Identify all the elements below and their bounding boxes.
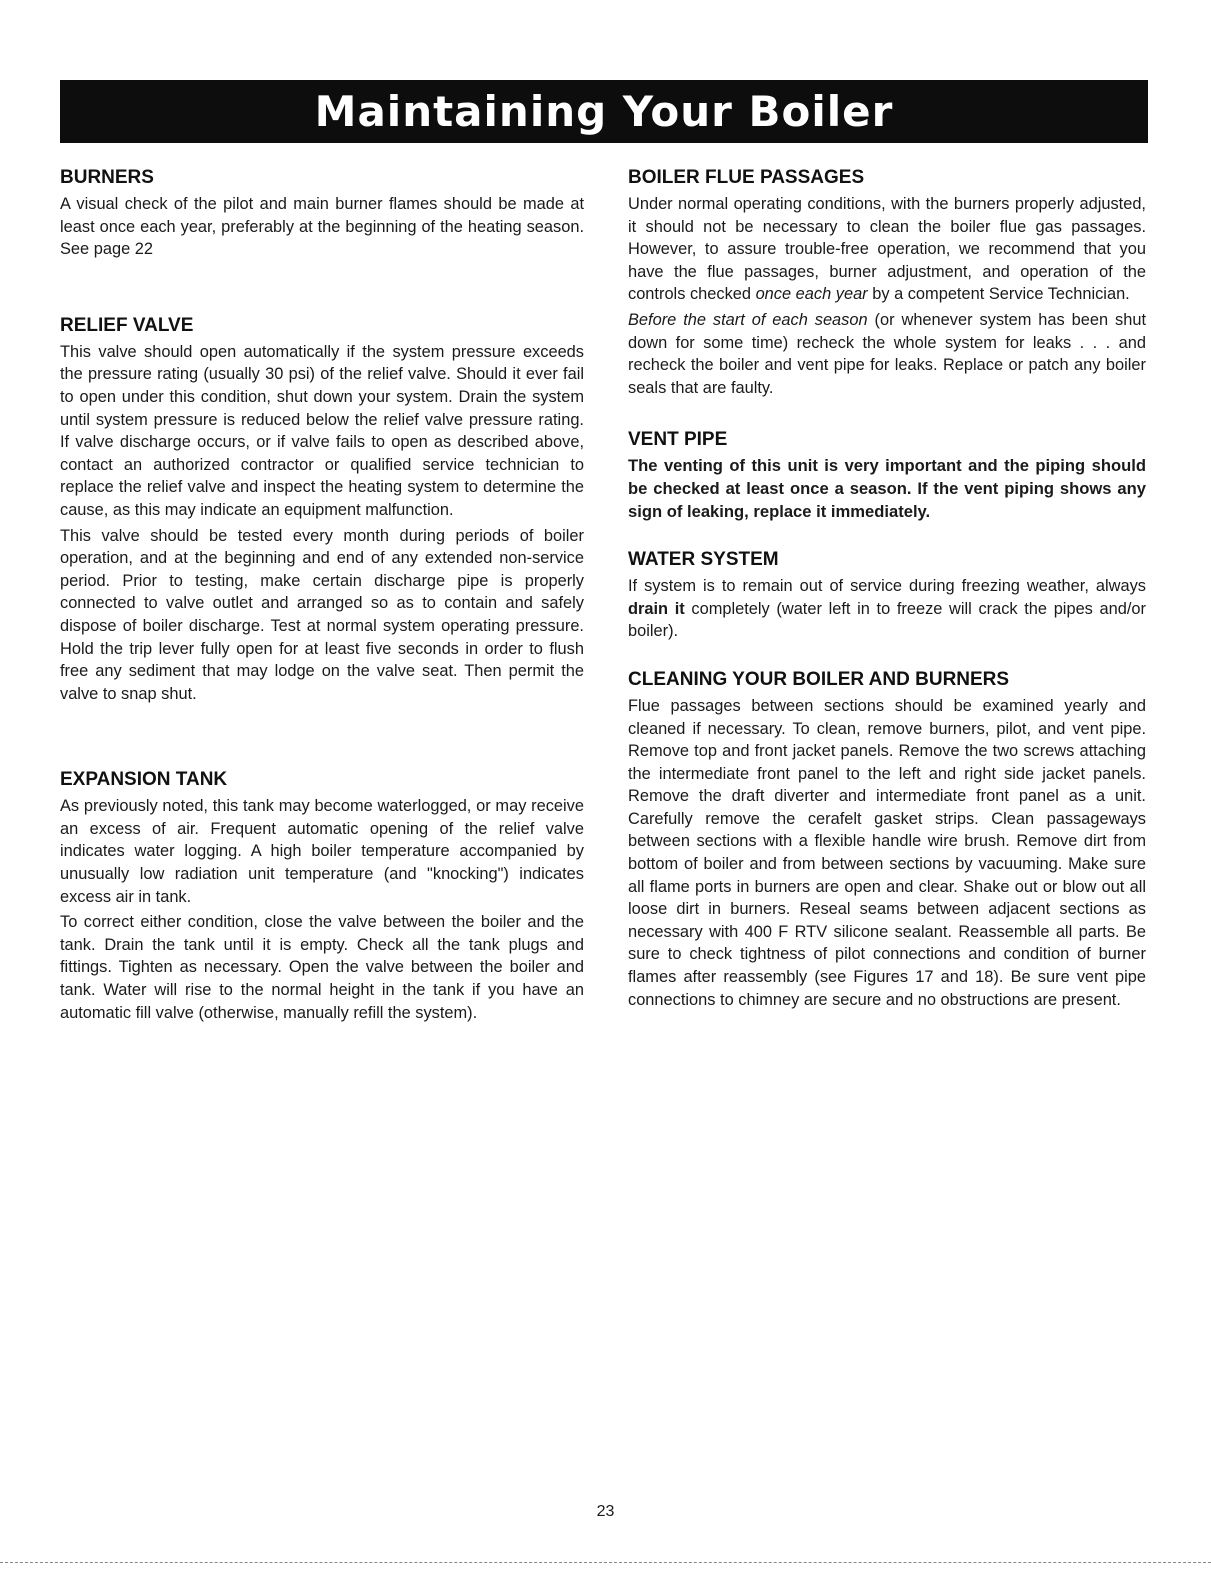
water-system-text-before: If system is to remain out of service during freezing weather, always bbox=[628, 577, 1146, 596]
section-water-system bbox=[628, 548, 1146, 643]
right-column bbox=[628, 166, 1146, 1014]
section-burners bbox=[60, 166, 584, 261]
water-system-body bbox=[628, 575, 1146, 643]
flue-passages-text: Under normal operating conditions, with the burners properly adjusted, it should not be necessary to clean the boiler flue gas passages. However, to assure trouble-free operation, we recommend that you have the flue passages, burner adjustment, and operation of the controls checked bbox=[628, 195, 1146, 304]
heading-burners: BURNERS bbox=[60, 167, 154, 188]
heading-relief-valve: RELIEF VALVE bbox=[60, 314, 194, 336]
section-expansion-tank bbox=[60, 768, 584, 1024]
relief-valve-paragraph-1: This valve should open automatically if the system pressure exceeds the pressure rating (usually 30 psi) of the relief valve. Should it ever fail to open under this condition, shut down your system. Drain the system until system pressure is reduced below the relief valve pressure rating. If valve discharge occurs, or if valve fails to open as described above, contact an authorized contractor or qualified service technician to replace the relief valve and inspect the heating system to determine the cause, as this may indicate an equipment malfunction. bbox=[60, 342, 584, 519]
spacer bbox=[60, 708, 584, 768]
flue-passages-emphasis: once each year bbox=[755, 285, 868, 304]
page-title: Maintaining Your Boiler bbox=[314, 86, 894, 136]
left-column bbox=[60, 166, 584, 1027]
burners-body: A visual check of the pilot and main burner flames should be made at least once each year, preferably at the beginning of the heating season. See page 22 bbox=[60, 195, 584, 259]
expansion-tank-paragraph-1: As previously noted, this tank may become waterlogged, or may receive an excess of air. Frequent automatic opening of the relief valve indicates water logging. A high boiler temperature accompanied by unusually low radiation unit temperature (and "knocking") indicates excess air in tank. bbox=[60, 797, 584, 906]
heading-boiler-flue-passages: BOILER FLUE PASSAGES bbox=[628, 167, 865, 188]
heading-expansion-tank: EXPANSION TANK bbox=[60, 769, 228, 791]
section-relief-valve bbox=[60, 314, 584, 706]
spacer bbox=[628, 526, 1146, 548]
spacer bbox=[628, 646, 1146, 668]
page-number: 23 bbox=[596, 1503, 615, 1520]
bottom-divider bbox=[0, 1562, 1211, 1563]
heading-cleaning: CLEANING YOUR BOILER AND BURNERS bbox=[628, 668, 1010, 690]
section-vent-pipe bbox=[628, 428, 1146, 523]
heading-water-system: WATER SYSTEM bbox=[628, 549, 779, 571]
season-emphasis: Before the start of each season bbox=[628, 310, 868, 329]
relief-valve-paragraph-2: This valve should be tested every month during periods of boiler operation, and at the beginning and end of any extended non-service period. Prior to testing, make certain discharge pipe is properly connected to valve outlet and arranged so as to contain and safely dispose of boiler discharge. Test at normal system operating pressure. Hold the trip lever fully open for at least five seconds in order to flush free any sediment that may lodge on the valve seat. Then permit the valve to snap shut. bbox=[60, 526, 584, 703]
expansion-tank-paragraph-2: To correct either condition, close the valve between the boiler and the tank. Drain the tank until it is empty. Check all the tank plugs and fittings. Tighten as necessary. Open the valve between the boiler and tank. Water will rise to the normal height in the tank if you have an automatic fill valve (otherwise, manually refill the system). bbox=[60, 913, 584, 1022]
flue-passages-paragraph-2 bbox=[628, 309, 1146, 399]
section-cleaning bbox=[628, 668, 1146, 1011]
section-boiler-flue-passages bbox=[628, 166, 1146, 399]
heading-vent-pipe: VENT PIPE bbox=[628, 429, 728, 451]
drain-it-emphasis: drain it bbox=[628, 599, 685, 618]
flue-passages-paragraph-1 bbox=[628, 193, 1146, 306]
flue-passages-tail: by a competent Service Technician. bbox=[872, 285, 1130, 304]
vent-pipe-warning: The venting of this unit is very important and the piping should be checked at least once a season. If the vent piping shows any sign of leaking, replace it immediately. bbox=[628, 456, 1146, 521]
spacer bbox=[628, 402, 1146, 428]
spacer bbox=[60, 264, 584, 314]
season-text: (or whenever system has been shut down for some time) recheck the whole system for leaks . . . and recheck the boiler and vent pipe for leaks. Replace or patch any boiler seals that are faulty. bbox=[628, 310, 1146, 397]
cleaning-body: Flue passages between sections should be examined yearly and cleaned if necessary. To clean, remove burners, pilot, and vent pipe. Remove top and front jacket panels. Remove the two screws attaching the intermediate front panel to the left and right side jacket panels. Remove the draft diverter and intermediate front panel as a unit. Carefully remove the cerafelt gasket strips. Clean passageways between sections with a flexible handle wire brush. Remove dirt from bottom of boiler and from between sections by vacuuming. Make sure all flame ports in burners are open and clear. Shake out or blow out all loose dirt in burners. Reseal seams between adjacent sections as necessary with 400 F RTV silicone sealant. Reassemble all parts. Be sure to check tightness of pilot connections and condition of burner flames after reassembly (see Figures 17 and 18). Be sure vent pipe connections to chimney are secure and no obstructions are present. bbox=[628, 696, 1146, 1009]
title-banner bbox=[60, 80, 1148, 143]
water-system-text-after: completely (water left in to freeze will crack the pipes and/or boiler). bbox=[628, 599, 1147, 641]
